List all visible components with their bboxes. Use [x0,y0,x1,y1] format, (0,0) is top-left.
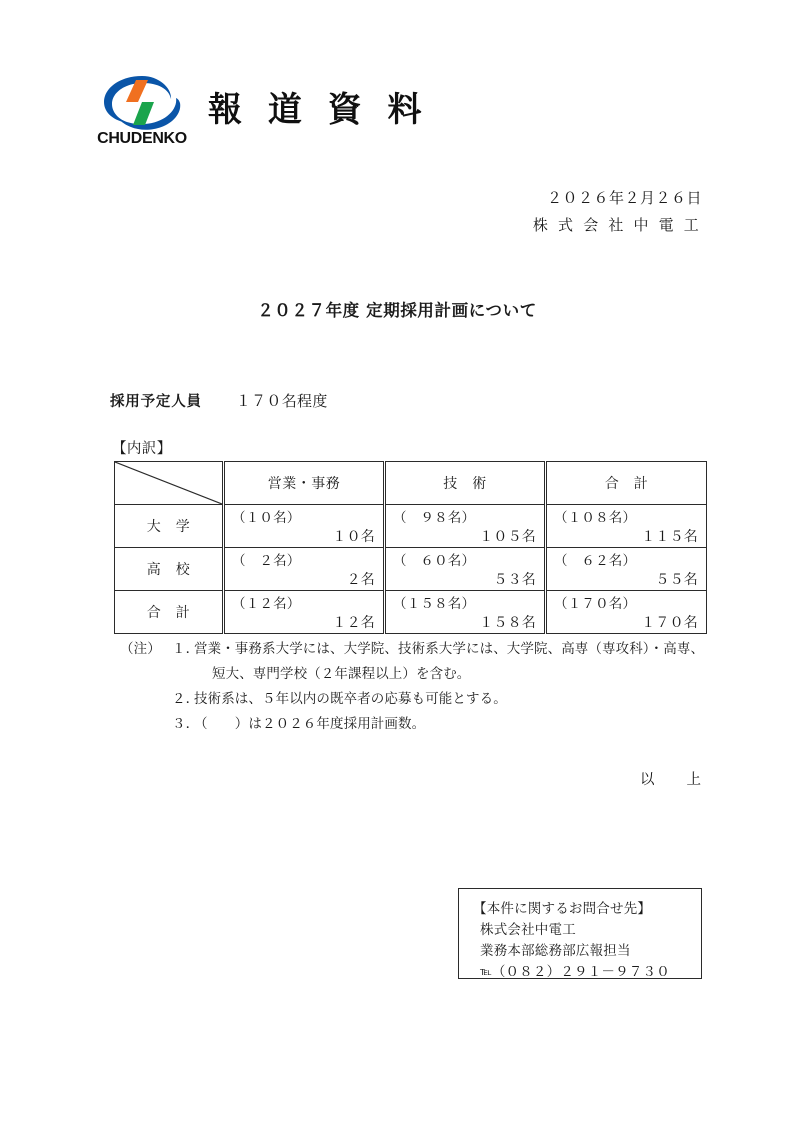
note-text: 技術系は、５年以内の既卒者の応募も可能とする。 [194,691,507,706]
contact-company: 株式会社中電工 [480,922,576,937]
table-row [115,548,707,591]
breakdown-table [114,461,707,634]
cell-current-value: １７０名 [641,616,698,631]
column-header-sales: 営業・事務 [224,462,385,505]
logo-swoosh-icon [98,72,186,134]
contact-heading: 【本件に関するお問合せ先】 [473,901,652,916]
cell-total-total [546,591,707,634]
cell-current-value: １５８名 [479,616,536,631]
table-header-row [115,462,707,505]
breakdown-table-wrap [114,461,706,634]
telephone-icon: ℡ [480,966,492,978]
cell-previous-value: （ ９８名） [393,510,476,525]
cell-total-technical [385,591,546,634]
issue-date: ２０２６年２月２６日 [546,191,702,207]
logo-wordmark: CHUDENKO [97,130,187,147]
note-number: ２． [172,691,200,706]
contact-telephone [473,961,701,983]
cell-previous-value: （１０８名） [554,510,637,525]
cell-university-total [546,505,707,548]
note-item [120,711,740,736]
contact-box [458,888,702,979]
planned-hires-label: 採用予定人員 [110,394,202,410]
cell-previous-value: （ ６２名） [554,553,637,568]
closing-marker: 以 上 [640,772,702,788]
cell-previous-value: （１５８名） [393,596,476,611]
note-text: （ ）は２０２６年度採用計画数。 [194,716,426,731]
note-item [120,686,740,711]
row-label-university: 大 学 [115,505,224,548]
cell-current-value: １１５名 [641,530,698,545]
row-label-total: 合 計 [115,591,224,634]
note-text [194,636,740,686]
cell-university-sales [224,505,385,548]
cell-current-value: ５５名 [655,573,698,588]
issuing-company: 株 式 会 社 中 電 工 [532,218,702,234]
cell-current-value: ５３名 [493,573,536,588]
column-header-technical: 技 術 [385,462,546,505]
notes-marker: （注） [120,641,161,656]
cell-previous-value: （ ６０名） [393,553,476,568]
table-row [115,505,707,548]
contact-department: 業務本部総務部広報担当 [480,943,631,958]
cell-previous-value: （１２名） [232,596,301,611]
cell-current-value: １２名 [332,616,375,631]
table-row [115,591,707,634]
note-text-line1: 営業・事務系大学には、大学院、技術系大学には、大学院、高専（専攻科）・高専、 [194,641,705,656]
row-label-highschool: 高 校 [115,548,224,591]
document-header [98,72,429,154]
chudenko-logo [98,72,186,154]
note-item [120,636,740,686]
cell-highschool-total [546,548,707,591]
planned-hires-value: １７０名程度 [235,394,328,410]
note-number: １． [172,641,200,656]
contact-telephone-number: （０８２）２９１－９７３０ [491,964,670,979]
cell-current-value: １０名 [332,530,375,545]
planned-hires-line [110,390,328,411]
cell-current-value: １０５名 [479,530,536,545]
column-header-total: 合 計 [546,462,707,505]
document-meta [533,186,702,240]
diagonal-divider-icon [115,462,222,504]
cell-previous-value: （１０名） [232,510,301,525]
cell-total-sales [224,591,385,634]
table-corner-cell [115,462,224,505]
note-text-line2: 短大、専門学校（２年課程以上）を含む。 [212,666,471,681]
cell-highschool-sales [224,548,385,591]
note-number: ３． [172,716,200,731]
cell-previous-value: （ ２名） [232,553,301,568]
cell-previous-value: （１７０名） [554,596,637,611]
document-kind-label: 報 道 資 料 [208,89,429,130]
cell-highschool-technical [385,548,546,591]
page-title: ２０２７年度 定期採用計画について [257,301,537,320]
cell-university-technical [385,505,546,548]
cell-current-value: ２名 [346,573,375,588]
breakdown-heading: 【内訳】 [112,441,172,457]
notes-section [120,636,740,736]
